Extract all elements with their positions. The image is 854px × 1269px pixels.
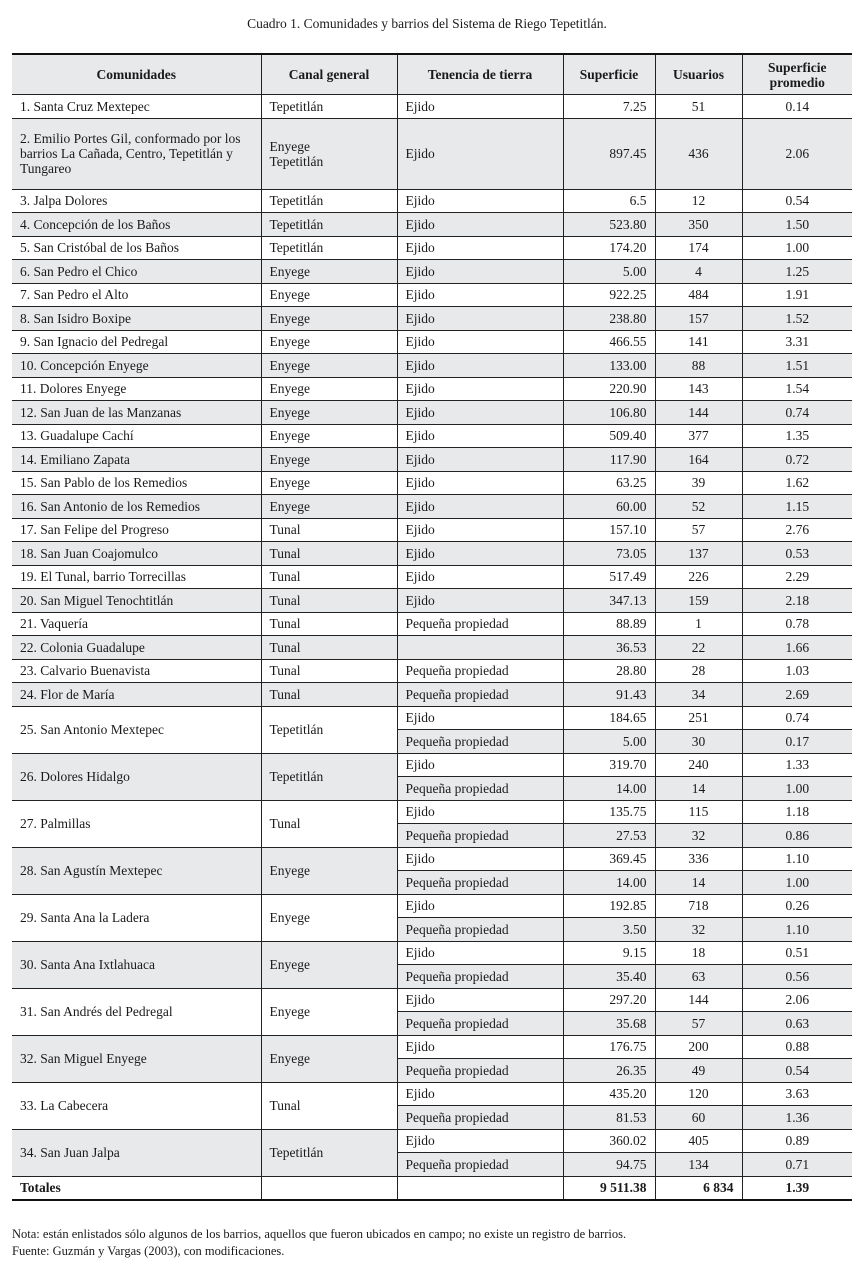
usuarios-cell: 32 bbox=[655, 824, 742, 848]
tenencia-cell: Pequeña propiedad bbox=[397, 965, 563, 989]
community-name: 7. San Pedro el Alto bbox=[12, 283, 261, 307]
canal-general: Enyege bbox=[261, 424, 397, 448]
promedio-cell: 0.78 bbox=[742, 612, 852, 636]
community-name: 20. San Miguel Tenochtitlán bbox=[12, 589, 261, 613]
canal-general: Tunal bbox=[261, 612, 397, 636]
promedio-cell: 0.54 bbox=[742, 1059, 852, 1083]
usuarios-cell: 144 bbox=[655, 401, 742, 425]
tenencia-cell: Pequeña propiedad bbox=[397, 683, 563, 707]
superficie-cell: 523.80 bbox=[563, 213, 655, 237]
usuarios-cell: 30 bbox=[655, 730, 742, 754]
canal-general: Tunal bbox=[261, 565, 397, 589]
superficie-cell: 922.25 bbox=[563, 283, 655, 307]
tenencia-cell: Ejido bbox=[397, 847, 563, 871]
tenencia-cell: Ejido bbox=[397, 236, 563, 260]
community-name: 29. Santa Ana la Ladera bbox=[12, 894, 261, 941]
superficie-cell: 88.89 bbox=[563, 612, 655, 636]
tenencia-cell: Pequeña propiedad bbox=[397, 1153, 563, 1177]
table-row bbox=[12, 424, 852, 448]
tenencia-cell: Ejido bbox=[397, 213, 563, 237]
community-name: 3. Jalpa Dolores bbox=[12, 189, 261, 213]
totals-empty bbox=[261, 1176, 397, 1200]
table-row bbox=[12, 612, 852, 636]
usuarios-cell: 226 bbox=[655, 565, 742, 589]
header-comunidades: Comunidades bbox=[12, 54, 261, 95]
table-row bbox=[12, 1082, 852, 1106]
community-name: 17. San Felipe del Progreso bbox=[12, 518, 261, 542]
tenencia-cell: Ejido bbox=[397, 495, 563, 519]
promedio-cell: 2.06 bbox=[742, 988, 852, 1012]
superficie-cell: 238.80 bbox=[563, 307, 655, 331]
canal-general: Tunal bbox=[261, 518, 397, 542]
totals-row bbox=[12, 1176, 852, 1200]
superficie-cell: 14.00 bbox=[563, 777, 655, 801]
canal-general: Tepetitlán bbox=[261, 95, 397, 119]
table-row bbox=[12, 894, 852, 918]
promedio-cell: 1.15 bbox=[742, 495, 852, 519]
canal-general: Enyege bbox=[261, 894, 397, 941]
promedio-cell: 1.03 bbox=[742, 659, 852, 683]
promedio-cell: 1.00 bbox=[742, 236, 852, 260]
usuarios-cell: 137 bbox=[655, 542, 742, 566]
usuarios-cell: 405 bbox=[655, 1129, 742, 1153]
promedio-cell: 2.29 bbox=[742, 565, 852, 589]
community-name: 34. San Juan Jalpa bbox=[12, 1129, 261, 1176]
community-name: 12. San Juan de las Manzanas bbox=[12, 401, 261, 425]
superficie-cell: 509.40 bbox=[563, 424, 655, 448]
superficie-cell: 360.02 bbox=[563, 1129, 655, 1153]
header-tenencia: Tenencia de tierra bbox=[397, 54, 563, 95]
community-name: 1. Santa Cruz Mextepec bbox=[12, 95, 261, 119]
table-row bbox=[12, 495, 852, 519]
tenencia-cell: Ejido bbox=[397, 95, 563, 119]
superficie-cell: 192.85 bbox=[563, 894, 655, 918]
tenencia-cell: Pequeña propiedad bbox=[397, 871, 563, 895]
table-row bbox=[12, 213, 852, 237]
canal-general: Tunal bbox=[261, 800, 397, 847]
table-row bbox=[12, 988, 852, 1012]
superficie-cell: 35.68 bbox=[563, 1012, 655, 1036]
promedio-cell: 1.54 bbox=[742, 377, 852, 401]
promedio-cell: 2.18 bbox=[742, 589, 852, 613]
promedio-cell: 0.72 bbox=[742, 448, 852, 472]
community-name: 30. Santa Ana Ixtlahuaca bbox=[12, 941, 261, 988]
table-row bbox=[12, 1035, 852, 1059]
tenencia-cell: Ejido bbox=[397, 941, 563, 965]
superficie-cell: 220.90 bbox=[563, 377, 655, 401]
header-canal: Canal general bbox=[261, 54, 397, 95]
tenencia-cell bbox=[397, 636, 563, 660]
superficie-cell: 7.25 bbox=[563, 95, 655, 119]
tenencia-cell: Ejido bbox=[397, 471, 563, 495]
superficie-cell: 897.45 bbox=[563, 118, 655, 189]
usuarios-cell: 436 bbox=[655, 118, 742, 189]
canal-general: Tunal bbox=[261, 659, 397, 683]
totals-promedio: 1.39 bbox=[742, 1176, 852, 1200]
table-row bbox=[12, 1129, 852, 1153]
superficie-cell: 94.75 bbox=[563, 1153, 655, 1177]
promedio-cell: 0.53 bbox=[742, 542, 852, 566]
tenencia-cell: Ejido bbox=[397, 1082, 563, 1106]
promedio-cell: 0.14 bbox=[742, 95, 852, 119]
usuarios-cell: 143 bbox=[655, 377, 742, 401]
usuarios-cell: 1 bbox=[655, 612, 742, 636]
usuarios-cell: 164 bbox=[655, 448, 742, 472]
table-row bbox=[12, 706, 852, 730]
usuarios-cell: 4 bbox=[655, 260, 742, 284]
promedio-cell: 0.51 bbox=[742, 941, 852, 965]
promedio-cell: 1.66 bbox=[742, 636, 852, 660]
usuarios-cell: 49 bbox=[655, 1059, 742, 1083]
usuarios-cell: 141 bbox=[655, 330, 742, 354]
table-row bbox=[12, 448, 852, 472]
table-row bbox=[12, 636, 852, 660]
community-name: 5. San Cristóbal de los Baños bbox=[12, 236, 261, 260]
usuarios-cell: 157 bbox=[655, 307, 742, 331]
table-row bbox=[12, 941, 852, 965]
tenencia-cell: Ejido bbox=[397, 589, 563, 613]
community-name: 15. San Pablo de los Remedios bbox=[12, 471, 261, 495]
superficie-cell: 319.70 bbox=[563, 753, 655, 777]
promedio-cell: 0.88 bbox=[742, 1035, 852, 1059]
canal-general: Enyege bbox=[261, 401, 397, 425]
header-superficie: Superficie bbox=[563, 54, 655, 95]
canal-general: Tunal bbox=[261, 589, 397, 613]
usuarios-cell: 28 bbox=[655, 659, 742, 683]
tenencia-cell: Ejido bbox=[397, 753, 563, 777]
usuarios-cell: 57 bbox=[655, 1012, 742, 1036]
table-row bbox=[12, 260, 852, 284]
usuarios-cell: 240 bbox=[655, 753, 742, 777]
tenencia-cell: Ejido bbox=[397, 448, 563, 472]
promedio-cell: 1.00 bbox=[742, 871, 852, 895]
table-row bbox=[12, 377, 852, 401]
superficie-cell: 91.43 bbox=[563, 683, 655, 707]
usuarios-cell: 51 bbox=[655, 95, 742, 119]
superficie-cell: 517.49 bbox=[563, 565, 655, 589]
promedio-cell: 0.86 bbox=[742, 824, 852, 848]
community-name: 22. Colonia Guadalupe bbox=[12, 636, 261, 660]
superficie-cell: 184.65 bbox=[563, 706, 655, 730]
usuarios-cell: 120 bbox=[655, 1082, 742, 1106]
superficie-cell: 297.20 bbox=[563, 988, 655, 1012]
canal-general: Enyege bbox=[261, 307, 397, 331]
canal-general: Enyege bbox=[261, 330, 397, 354]
usuarios-cell: 484 bbox=[655, 283, 742, 307]
table-row bbox=[12, 354, 852, 378]
canal-general: Enyege bbox=[261, 377, 397, 401]
superficie-cell: 117.90 bbox=[563, 448, 655, 472]
superficie-cell: 73.05 bbox=[563, 542, 655, 566]
superficie-cell: 60.00 bbox=[563, 495, 655, 519]
community-name: 32. San Miguel Enyege bbox=[12, 1035, 261, 1082]
community-name: 31. San Andrés del Pedregal bbox=[12, 988, 261, 1035]
canal-general: Enyege bbox=[261, 471, 397, 495]
table-row bbox=[12, 753, 852, 777]
community-name: 6. San Pedro el Chico bbox=[12, 260, 261, 284]
promedio-cell: 1.35 bbox=[742, 424, 852, 448]
tenencia-cell: Ejido bbox=[397, 401, 563, 425]
footnotes bbox=[12, 1226, 626, 1260]
promedio-cell: 2.76 bbox=[742, 518, 852, 542]
superficie-cell: 28.80 bbox=[563, 659, 655, 683]
table-row bbox=[12, 565, 852, 589]
superficie-cell: 27.53 bbox=[563, 824, 655, 848]
table-row bbox=[12, 847, 852, 871]
usuarios-cell: 88 bbox=[655, 354, 742, 378]
promedio-cell: 1.50 bbox=[742, 213, 852, 237]
tenencia-cell: Ejido bbox=[397, 800, 563, 824]
community-name: 21. Vaquería bbox=[12, 612, 261, 636]
usuarios-cell: 22 bbox=[655, 636, 742, 660]
promedio-cell: 0.63 bbox=[742, 1012, 852, 1036]
usuarios-cell: 159 bbox=[655, 589, 742, 613]
table-row bbox=[12, 518, 852, 542]
superficie-cell: 176.75 bbox=[563, 1035, 655, 1059]
promedio-cell: 2.06 bbox=[742, 118, 852, 189]
canal-general: Enyege bbox=[261, 847, 397, 894]
community-name: 9. San Ignacio del Pedregal bbox=[12, 330, 261, 354]
canal-general: Enyege bbox=[261, 1035, 397, 1082]
superficie-cell: 6.5 bbox=[563, 189, 655, 213]
header-usuarios: Usuarios bbox=[655, 54, 742, 95]
canal-general: Enyege Tepetitlán bbox=[261, 118, 397, 189]
community-name: 26. Dolores Hidalgo bbox=[12, 753, 261, 800]
table-row bbox=[12, 589, 852, 613]
table-row bbox=[12, 189, 852, 213]
usuarios-cell: 174 bbox=[655, 236, 742, 260]
superficie-cell: 5.00 bbox=[563, 260, 655, 284]
community-name: 10. Concepción Enyege bbox=[12, 354, 261, 378]
totals-label: Totales bbox=[12, 1176, 261, 1200]
usuarios-cell: 34 bbox=[655, 683, 742, 707]
promedio-cell: 1.36 bbox=[742, 1106, 852, 1130]
promedio-cell: 1.10 bbox=[742, 918, 852, 942]
community-name: 8. San Isidro Boxipe bbox=[12, 307, 261, 331]
table-row bbox=[12, 118, 852, 189]
promedio-cell: 1.51 bbox=[742, 354, 852, 378]
superficie-cell: 14.00 bbox=[563, 871, 655, 895]
tenencia-cell: Ejido bbox=[397, 354, 563, 378]
superficie-cell: 435.20 bbox=[563, 1082, 655, 1106]
superficie-cell: 5.00 bbox=[563, 730, 655, 754]
tenencia-cell: Pequeña propiedad bbox=[397, 1059, 563, 1083]
community-name: 27. Palmillas bbox=[12, 800, 261, 847]
tenencia-cell: Ejido bbox=[397, 988, 563, 1012]
tenencia-cell: Ejido bbox=[397, 283, 563, 307]
superficie-cell: 106.80 bbox=[563, 401, 655, 425]
canal-general: Tepetitlán bbox=[261, 236, 397, 260]
superficie-cell: 81.53 bbox=[563, 1106, 655, 1130]
usuarios-cell: 144 bbox=[655, 988, 742, 1012]
promedio-cell: 1.91 bbox=[742, 283, 852, 307]
tenencia-cell: Pequeña propiedad bbox=[397, 730, 563, 754]
promedio-cell: 0.74 bbox=[742, 706, 852, 730]
canal-general: Enyege bbox=[261, 283, 397, 307]
usuarios-cell: 63 bbox=[655, 965, 742, 989]
superficie-cell: 466.55 bbox=[563, 330, 655, 354]
canal-general: Tunal bbox=[261, 1082, 397, 1129]
usuarios-cell: 57 bbox=[655, 518, 742, 542]
community-name: 16. San Antonio de los Remedios bbox=[12, 495, 261, 519]
promedio-cell: 1.10 bbox=[742, 847, 852, 871]
tenencia-cell: Ejido bbox=[397, 518, 563, 542]
table-row bbox=[12, 471, 852, 495]
usuarios-cell: 350 bbox=[655, 213, 742, 237]
promedio-cell: 0.89 bbox=[742, 1129, 852, 1153]
superficie-cell: 133.00 bbox=[563, 354, 655, 378]
promedio-cell: 0.17 bbox=[742, 730, 852, 754]
tenencia-cell: Pequeña propiedad bbox=[397, 659, 563, 683]
usuarios-cell: 18 bbox=[655, 941, 742, 965]
table-row bbox=[12, 659, 852, 683]
usuarios-cell: 39 bbox=[655, 471, 742, 495]
table-row bbox=[12, 307, 852, 331]
table-row bbox=[12, 800, 852, 824]
tenencia-cell: Pequeña propiedad bbox=[397, 777, 563, 801]
usuarios-cell: 14 bbox=[655, 871, 742, 895]
community-name: 19. El Tunal, barrio Torrecillas bbox=[12, 565, 261, 589]
tenencia-cell: Pequeña propiedad bbox=[397, 824, 563, 848]
canal-general: Tepetitlán bbox=[261, 213, 397, 237]
superficie-cell: 174.20 bbox=[563, 236, 655, 260]
table-row bbox=[12, 330, 852, 354]
superficie-cell: 63.25 bbox=[563, 471, 655, 495]
tenencia-cell: Ejido bbox=[397, 330, 563, 354]
usuarios-cell: 200 bbox=[655, 1035, 742, 1059]
tenencia-cell: Ejido bbox=[397, 189, 563, 213]
table-row bbox=[12, 236, 852, 260]
superficie-cell: 9.15 bbox=[563, 941, 655, 965]
community-name: 4. Concepción de los Baños bbox=[12, 213, 261, 237]
promedio-cell: 1.25 bbox=[742, 260, 852, 284]
tenencia-cell: Ejido bbox=[397, 894, 563, 918]
tenencia-cell: Ejido bbox=[397, 307, 563, 331]
canal-general: Tepetitlán bbox=[261, 1129, 397, 1176]
tenencia-cell: Ejido bbox=[397, 377, 563, 401]
tenencia-cell: Ejido bbox=[397, 706, 563, 730]
promedio-cell: 1.33 bbox=[742, 753, 852, 777]
usuarios-cell: 336 bbox=[655, 847, 742, 871]
usuarios-cell: 718 bbox=[655, 894, 742, 918]
superficie-cell: 36.53 bbox=[563, 636, 655, 660]
table-row bbox=[12, 95, 852, 119]
promedio-cell: 0.54 bbox=[742, 189, 852, 213]
tenencia-cell: Ejido bbox=[397, 424, 563, 448]
canal-general: Enyege bbox=[261, 260, 397, 284]
superficie-cell: 3.50 bbox=[563, 918, 655, 942]
table-header-row bbox=[12, 54, 852, 95]
community-name: 2. Emilio Portes Gil, conformado por los barrios La Cañada, Centro, Tepetitlán y Tungareo bbox=[12, 118, 261, 189]
usuarios-cell: 115 bbox=[655, 800, 742, 824]
canal-general: Enyege bbox=[261, 988, 397, 1035]
tenencia-cell: Pequeña propiedad bbox=[397, 1012, 563, 1036]
table-row bbox=[12, 542, 852, 566]
community-name: 13. Guadalupe Cachí bbox=[12, 424, 261, 448]
usuarios-cell: 14 bbox=[655, 777, 742, 801]
superficie-cell: 35.40 bbox=[563, 965, 655, 989]
promedio-cell: 3.63 bbox=[742, 1082, 852, 1106]
table-row bbox=[12, 683, 852, 707]
community-name: 14. Emiliano Zapata bbox=[12, 448, 261, 472]
usuarios-cell: 377 bbox=[655, 424, 742, 448]
promedio-cell: 2.69 bbox=[742, 683, 852, 707]
community-name: 33. La Cabecera bbox=[12, 1082, 261, 1129]
promedio-cell: 1.52 bbox=[742, 307, 852, 331]
community-name: 23. Calvario Buenavista bbox=[12, 659, 261, 683]
tenencia-cell: Pequeña propiedad bbox=[397, 918, 563, 942]
canal-general: Tepetitlán bbox=[261, 189, 397, 213]
superficie-cell: 135.75 bbox=[563, 800, 655, 824]
canal-general: Enyege bbox=[261, 448, 397, 472]
tenencia-cell: Ejido bbox=[397, 260, 563, 284]
tenencia-cell: Ejido bbox=[397, 1035, 563, 1059]
community-name: 28. San Agustín Mextepec bbox=[12, 847, 261, 894]
canal-general: Tunal bbox=[261, 542, 397, 566]
usuarios-cell: 251 bbox=[655, 706, 742, 730]
totals-superficie: 9 511.38 bbox=[563, 1176, 655, 1200]
community-name: 24. Flor de María bbox=[12, 683, 261, 707]
usuarios-cell: 12 bbox=[655, 189, 742, 213]
tenencia-cell: Ejido bbox=[397, 565, 563, 589]
header-promedio: Superficie promedio bbox=[742, 54, 852, 95]
canal-general: Enyege bbox=[261, 495, 397, 519]
table-caption: Cuadro 1. Comunidades y barrios del Sistema de Riego Tepetitlán. bbox=[247, 16, 607, 31]
promedio-cell: 1.00 bbox=[742, 777, 852, 801]
usuarios-cell: 134 bbox=[655, 1153, 742, 1177]
usuarios-cell: 52 bbox=[655, 495, 742, 519]
canal-general: Enyege bbox=[261, 941, 397, 988]
canal-general: Tunal bbox=[261, 636, 397, 660]
tenencia-cell: Ejido bbox=[397, 118, 563, 189]
superficie-cell: 369.45 bbox=[563, 847, 655, 871]
source: Fuente: Guzmán y Vargas (2003), con modificaciones. bbox=[12, 1244, 285, 1258]
communities-table bbox=[12, 53, 852, 1201]
tenencia-cell: Pequeña propiedad bbox=[397, 612, 563, 636]
note: Nota: están enlistados sólo algunos de los barrios, aquellos que fueron ubicados en campo; no existe un registro de barrios. bbox=[12, 1227, 627, 1241]
promedio-cell: 0.56 bbox=[742, 965, 852, 989]
totals-usuarios: 6 834 bbox=[655, 1176, 742, 1200]
tenencia-cell: Ejido bbox=[397, 1129, 563, 1153]
promedio-cell: 1.62 bbox=[742, 471, 852, 495]
tenencia-cell: Pequeña propiedad bbox=[397, 1106, 563, 1130]
usuarios-cell: 60 bbox=[655, 1106, 742, 1130]
table-row bbox=[12, 401, 852, 425]
superficie-cell: 157.10 bbox=[563, 518, 655, 542]
community-name: 11. Dolores Enyege bbox=[12, 377, 261, 401]
totals-empty bbox=[397, 1176, 563, 1200]
canal-general: Tepetitlán bbox=[261, 753, 397, 800]
table-row bbox=[12, 283, 852, 307]
promedio-cell: 3.31 bbox=[742, 330, 852, 354]
community-name: 25. San Antonio Mextepec bbox=[12, 706, 261, 753]
promedio-cell: 0.26 bbox=[742, 894, 852, 918]
superficie-cell: 26.35 bbox=[563, 1059, 655, 1083]
canal-general: Tunal bbox=[261, 683, 397, 707]
promedio-cell: 0.74 bbox=[742, 401, 852, 425]
superficie-cell: 347.13 bbox=[563, 589, 655, 613]
canal-general: Tepetitlán bbox=[261, 706, 397, 753]
promedio-cell: 0.71 bbox=[742, 1153, 852, 1177]
canal-general: Enyege bbox=[261, 354, 397, 378]
usuarios-cell: 32 bbox=[655, 918, 742, 942]
tenencia-cell: Ejido bbox=[397, 542, 563, 566]
promedio-cell: 1.18 bbox=[742, 800, 852, 824]
community-name: 18. San Juan Coajomulco bbox=[12, 542, 261, 566]
